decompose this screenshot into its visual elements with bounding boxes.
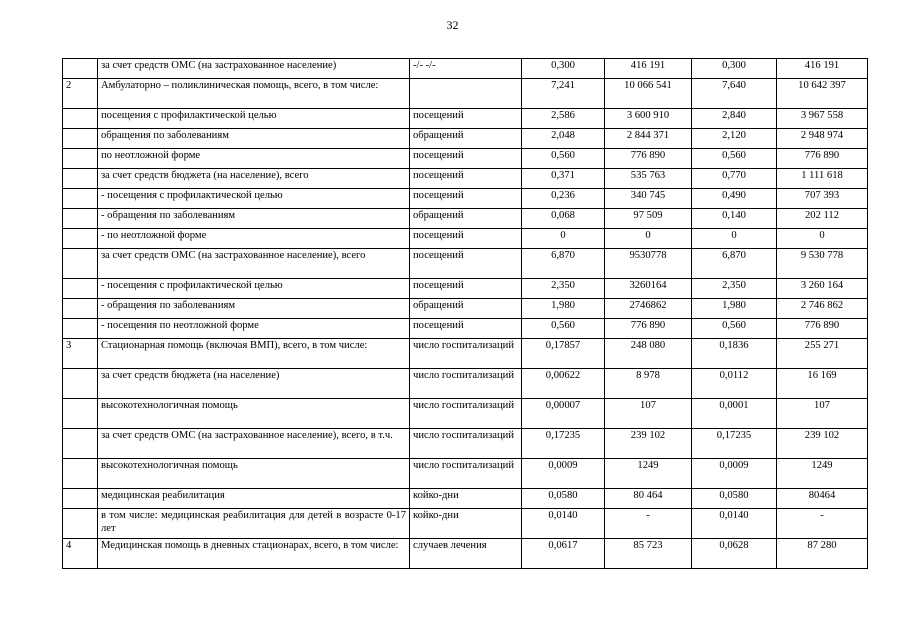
value-cell: 0,0009 xyxy=(692,459,777,489)
value-cell: 0,560 xyxy=(692,149,777,169)
value-cell: 202 112 xyxy=(777,209,868,229)
table-row xyxy=(63,109,868,129)
table-row xyxy=(63,399,868,429)
indicator-name-cell: медицинская реабилитация xyxy=(98,489,410,509)
value-cell: 87 280 xyxy=(777,539,868,569)
value-cell: 535 763 xyxy=(605,169,692,189)
table-row xyxy=(63,149,868,169)
value-cell: 416 191 xyxy=(605,59,692,79)
table-row xyxy=(63,299,868,319)
value-cell: 416 191 xyxy=(777,59,868,79)
table-row xyxy=(63,189,868,209)
value-cell: 10 642 397 xyxy=(777,79,868,109)
value-cell: 707 393 xyxy=(777,189,868,209)
value-cell: 255 271 xyxy=(777,339,868,369)
value-cell: 0,0009 xyxy=(522,459,605,489)
value-cell: 3 967 558 xyxy=(777,109,868,129)
value-cell: 776 890 xyxy=(605,319,692,339)
table-row xyxy=(63,79,868,109)
value-cell: 0,0140 xyxy=(692,509,777,539)
value-cell: 0,300 xyxy=(522,59,605,79)
value-cell: 3 600 910 xyxy=(605,109,692,129)
value-cell: 0 xyxy=(522,229,605,249)
value-cell: 2,048 xyxy=(522,129,605,149)
indicator-name-cell: высокотехнологичная помощь xyxy=(98,399,410,429)
value-cell: 0 xyxy=(777,229,868,249)
row-number-cell xyxy=(63,249,98,279)
value-cell: 0 xyxy=(692,229,777,249)
value-cell: 107 xyxy=(605,399,692,429)
unit-cell: число госпитализаций xyxy=(410,369,522,399)
row-number-cell xyxy=(63,229,98,249)
value-cell: 776 890 xyxy=(777,149,868,169)
value-cell: 2,350 xyxy=(522,279,605,299)
row-number-cell xyxy=(63,169,98,189)
row-number-cell xyxy=(63,279,98,299)
value-cell: 248 080 xyxy=(605,339,692,369)
value-cell: 16 169 xyxy=(777,369,868,399)
data-table xyxy=(62,58,868,569)
value-cell: 7,640 xyxy=(692,79,777,109)
value-cell: 80 464 xyxy=(605,489,692,509)
value-cell: 7,241 xyxy=(522,79,605,109)
row-number-cell: 3 xyxy=(63,339,98,369)
value-cell: 80464 xyxy=(777,489,868,509)
unit-cell: случаев лечения xyxy=(410,539,522,569)
value-cell: 8 978 xyxy=(605,369,692,399)
table-row xyxy=(63,459,868,489)
unit-cell: посещений xyxy=(410,149,522,169)
table-row xyxy=(63,319,868,339)
row-number-cell xyxy=(63,429,98,459)
value-cell: 0,1836 xyxy=(692,339,777,369)
value-cell: 0,236 xyxy=(522,189,605,209)
value-cell: 776 890 xyxy=(777,319,868,339)
value-cell: 0,0140 xyxy=(522,509,605,539)
unit-cell: обращений xyxy=(410,129,522,149)
value-cell: 1 111 618 xyxy=(777,169,868,189)
indicator-name-cell: за счет средств ОМС (на застрахованное население), всего, в т.ч. xyxy=(98,429,410,459)
value-cell: 2,350 xyxy=(692,279,777,299)
value-cell: 107 xyxy=(777,399,868,429)
indicator-name-cell: за счет средств бюджета (на население) xyxy=(98,369,410,399)
value-cell: 0,00007 xyxy=(522,399,605,429)
value-cell: 3 260 164 xyxy=(777,279,868,299)
unit-cell: посещений xyxy=(410,279,522,299)
row-number-cell xyxy=(63,209,98,229)
row-number-cell xyxy=(63,109,98,129)
row-number-cell xyxy=(63,369,98,399)
table-row xyxy=(63,279,868,299)
row-number-cell xyxy=(63,129,98,149)
value-cell: 97 509 xyxy=(605,209,692,229)
value-cell: 0,371 xyxy=(522,169,605,189)
value-cell: 0,560 xyxy=(692,319,777,339)
value-cell: 239 102 xyxy=(777,429,868,459)
indicator-name-cell: посещения с профилактической целью xyxy=(98,109,410,129)
value-cell: 2,120 xyxy=(692,129,777,149)
row-number-cell xyxy=(63,149,98,169)
indicator-name-cell: - по неотложной форме xyxy=(98,229,410,249)
value-cell: 9530778 xyxy=(605,249,692,279)
indicator-name-cell: Стационарная помощь (включая ВМП), всего, в том числе: xyxy=(98,339,410,369)
value-cell: 0,0617 xyxy=(522,539,605,569)
value-cell: 239 102 xyxy=(605,429,692,459)
value-cell: 0,0001 xyxy=(692,399,777,429)
table-body xyxy=(63,59,868,569)
row-number-cell xyxy=(63,399,98,429)
value-cell: 1,980 xyxy=(692,299,777,319)
indicator-name-cell: за счет средств бюджета (на население), всего xyxy=(98,169,410,189)
unit-cell: койко-дни xyxy=(410,509,522,539)
table-row xyxy=(63,129,868,149)
table-row xyxy=(63,539,868,569)
value-cell: 776 890 xyxy=(605,149,692,169)
indicator-name-cell: Амбулаторно – поликлиническая помощь, всего, в том числе: xyxy=(98,79,410,109)
unit-cell: число госпитализаций xyxy=(410,339,522,369)
value-cell: 1249 xyxy=(605,459,692,489)
value-cell: 0,068 xyxy=(522,209,605,229)
unit-cell: посещений xyxy=(410,229,522,249)
value-cell: - xyxy=(777,509,868,539)
value-cell: 0,560 xyxy=(522,319,605,339)
indicator-name-cell: высокотехнологичная помощь xyxy=(98,459,410,489)
unit-cell xyxy=(410,79,522,109)
unit-cell: посещений xyxy=(410,319,522,339)
value-cell: 0,0628 xyxy=(692,539,777,569)
row-number-cell: 2 xyxy=(63,79,98,109)
row-number-cell xyxy=(63,459,98,489)
unit-cell: обращений xyxy=(410,299,522,319)
unit-cell: -/- -/- xyxy=(410,59,522,79)
unit-cell: число госпитализаций xyxy=(410,459,522,489)
indicator-name-cell: - обращения по заболеваниям xyxy=(98,299,410,319)
value-cell: 6,870 xyxy=(692,249,777,279)
unit-cell: обращений xyxy=(410,209,522,229)
value-cell: 0 xyxy=(605,229,692,249)
value-cell: 0,300 xyxy=(692,59,777,79)
value-cell: 0,17235 xyxy=(692,429,777,459)
value-cell: 0,00622 xyxy=(522,369,605,399)
indicator-name-cell: - посещения с профилактической целью xyxy=(98,189,410,209)
value-cell: 2 844 371 xyxy=(605,129,692,149)
value-cell: 0,0580 xyxy=(522,489,605,509)
unit-cell: посещений xyxy=(410,249,522,279)
value-cell: 0,17235 xyxy=(522,429,605,459)
indicator-name-cell: - посещения с профилактической целью xyxy=(98,279,410,299)
indicator-name-cell: Медицинская помощь в дневных стационарах, всего, в том числе: xyxy=(98,539,410,569)
value-cell: 2 746 862 xyxy=(777,299,868,319)
value-cell: 0,560 xyxy=(522,149,605,169)
table-row xyxy=(63,169,868,189)
page-number: 32 xyxy=(446,18,459,32)
indicator-name-cell: - обращения по заболеваниям xyxy=(98,209,410,229)
value-cell: 2,586 xyxy=(522,109,605,129)
unit-cell: посещений xyxy=(410,189,522,209)
value-cell: 0,17857 xyxy=(522,339,605,369)
unit-cell: койко-дни xyxy=(410,489,522,509)
value-cell: 2,840 xyxy=(692,109,777,129)
table-row xyxy=(63,339,868,369)
indicator-name-cell: в том числе: медицинская реабилитация для детей в возрасте 0-17 лет xyxy=(98,509,410,539)
table-row xyxy=(63,429,868,459)
row-number-cell xyxy=(63,189,98,209)
indicator-name-cell: за счет средств ОМС (на застрахованное население) xyxy=(98,59,410,79)
value-cell: 2 948 974 xyxy=(777,129,868,149)
value-cell: 9 530 778 xyxy=(777,249,868,279)
table-row xyxy=(63,249,868,279)
indicator-name-cell: за счет средств ОМС (на застрахованное население), всего xyxy=(98,249,410,279)
value-cell: 10 066 541 xyxy=(605,79,692,109)
row-number-cell xyxy=(63,299,98,319)
value-cell: 0,490 xyxy=(692,189,777,209)
unit-cell: число госпитализаций xyxy=(410,429,522,459)
indicator-name-cell: обращения по заболеваниям xyxy=(98,129,410,149)
unit-cell: число госпитализаций xyxy=(410,399,522,429)
indicator-name-cell: - посещения по неотложной форме xyxy=(98,319,410,339)
value-cell: 3260164 xyxy=(605,279,692,299)
row-number-cell: 4 xyxy=(63,539,98,569)
table-row xyxy=(63,509,868,539)
value-cell: 0,0112 xyxy=(692,369,777,399)
value-cell: 2746862 xyxy=(605,299,692,319)
row-number-cell xyxy=(63,489,98,509)
value-cell: 0,770 xyxy=(692,169,777,189)
value-cell: 0,140 xyxy=(692,209,777,229)
row-number-cell xyxy=(63,509,98,539)
table-row xyxy=(63,229,868,249)
table-row xyxy=(63,369,868,399)
value-cell: 1,980 xyxy=(522,299,605,319)
unit-cell: посещений xyxy=(410,109,522,129)
value-cell: 0,0580 xyxy=(692,489,777,509)
value-cell: - xyxy=(605,509,692,539)
indicator-name-cell: по неотложной форме xyxy=(98,149,410,169)
value-cell: 85 723 xyxy=(605,539,692,569)
row-number-cell xyxy=(63,319,98,339)
value-cell: 1249 xyxy=(777,459,868,489)
table-row xyxy=(63,209,868,229)
table-row xyxy=(63,59,868,79)
value-cell: 340 745 xyxy=(605,189,692,209)
row-number-cell xyxy=(63,59,98,79)
unit-cell: посещений xyxy=(410,169,522,189)
value-cell: 6,870 xyxy=(522,249,605,279)
table-row xyxy=(63,489,868,509)
